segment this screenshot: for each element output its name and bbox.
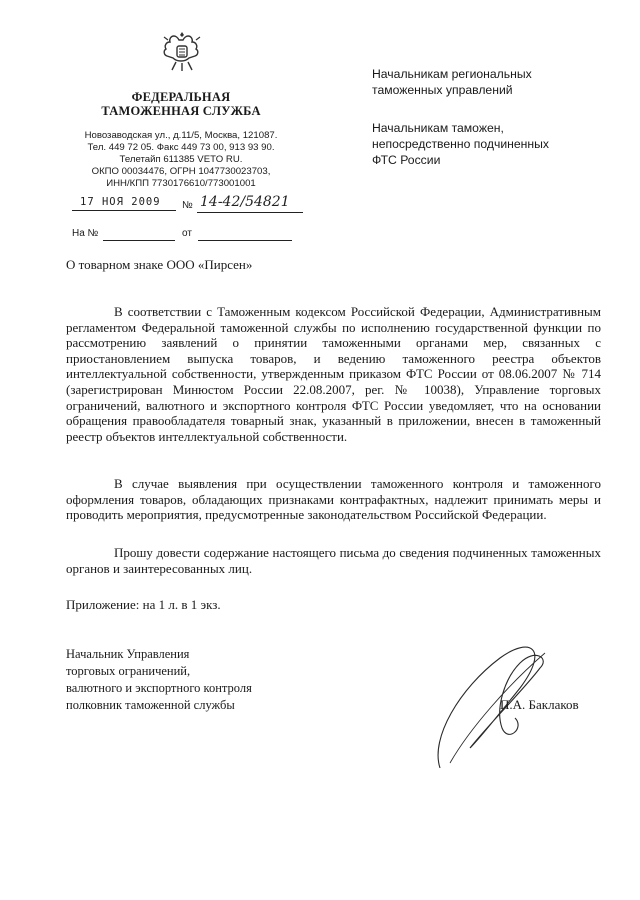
- body-paragraph-2: В случае выявления при осуществлении таможенного контроля и таможенного оформления товаров, обладающих признаками контрафактных, надлежит принимать меры и проводить мероприятия, предусмотренные законодательством Российской Федерации.: [66, 476, 601, 523]
- agency-name-line2: ТАМОЖЕННАЯ СЛУЖБА: [101, 104, 261, 118]
- double-headed-eagle-emblem-icon: [160, 28, 204, 74]
- body-paragraph-1: В соответствии с Таможенным кодексом Российской Федерации, Административным регламентом Федеральной таможенной службы по исполнению государственной функции по рассмотрению заявлений о принятии таможенными органами мер, связанных с приостановлением выпуска товаров, и ведению таможенного реестра объектов интеллектуальной собственности, утвержденным приказом ФТС России от 08.06.2007 № 714 (зарегистрирован Минюстом России 22.08.2007, рег. № 10038), Управление торговых ограничений, валютного и экспортного контроля ФТС России уведомляет, что на основании обращения правообладателя товарный знак, указанный в приложении, внесен в таможенный реестр объектов интеллектуальной собственности.: [66, 304, 601, 444]
- agency-okpo-line: ОКПО 00034476, ОГРН 1047730023703,: [91, 166, 271, 177]
- reference-number-underline: [103, 240, 175, 241]
- reference-number-label: На №: [72, 228, 99, 239]
- signatory-title-line1: Начальник Управления: [66, 647, 190, 661]
- addressee-regional-line2: таможенных управлений: [372, 83, 513, 97]
- attachment-note: Приложение: на 1 л. в 1 экз.: [66, 597, 221, 612]
- addressee-customs-line3: ФТС России: [372, 153, 441, 167]
- letter-subject: О товарном знаке ООО «Пирсен»: [66, 257, 253, 272]
- date-field-underline: [72, 210, 176, 211]
- addressee-customs-line2: непосредственно подчиненных: [372, 137, 549, 151]
- agency-teletype-line: Телетайп 611385 VETO RU.: [119, 154, 243, 165]
- signatory-title-line2: торговых ограничений,: [66, 664, 191, 678]
- outgoing-date-stamp: 17 НОЯ 2009: [80, 196, 161, 208]
- addressee-regional-line1: Начальникам региональных: [372, 67, 532, 81]
- number-label: №: [182, 200, 193, 211]
- signatory-name: П.А. Баклаков: [500, 697, 579, 712]
- signatory-title-line3: валютного и экспортного контроля: [66, 681, 252, 695]
- agency-phone-line: Тел. 449 72 05. Факс 449 73 00, 913 93 90.: [87, 142, 275, 153]
- agency-address-line: Новозаводская ул., д.11/5, Москва, 121087.: [84, 130, 278, 141]
- signatory-rank-line: полковник таможенной службы: [66, 698, 235, 712]
- agency-name-line1: ФЕДЕРАЛЬНАЯ: [131, 90, 231, 104]
- addressee-customs-line1: Начальникам таможен,: [372, 121, 504, 135]
- reference-date-underline: [198, 240, 292, 241]
- reference-date-label: от: [182, 228, 192, 239]
- agency-inn-line: ИНН/КПП 7730176610/773001001: [106, 178, 256, 189]
- body-paragraph-3: Прошу довести содержание настоящего письма до сведения подчиненных таможенных органов и заинтересованных лиц.: [66, 545, 601, 576]
- outgoing-number-handwritten: 14-42/54821: [200, 194, 290, 210]
- number-field-underline: [197, 212, 303, 213]
